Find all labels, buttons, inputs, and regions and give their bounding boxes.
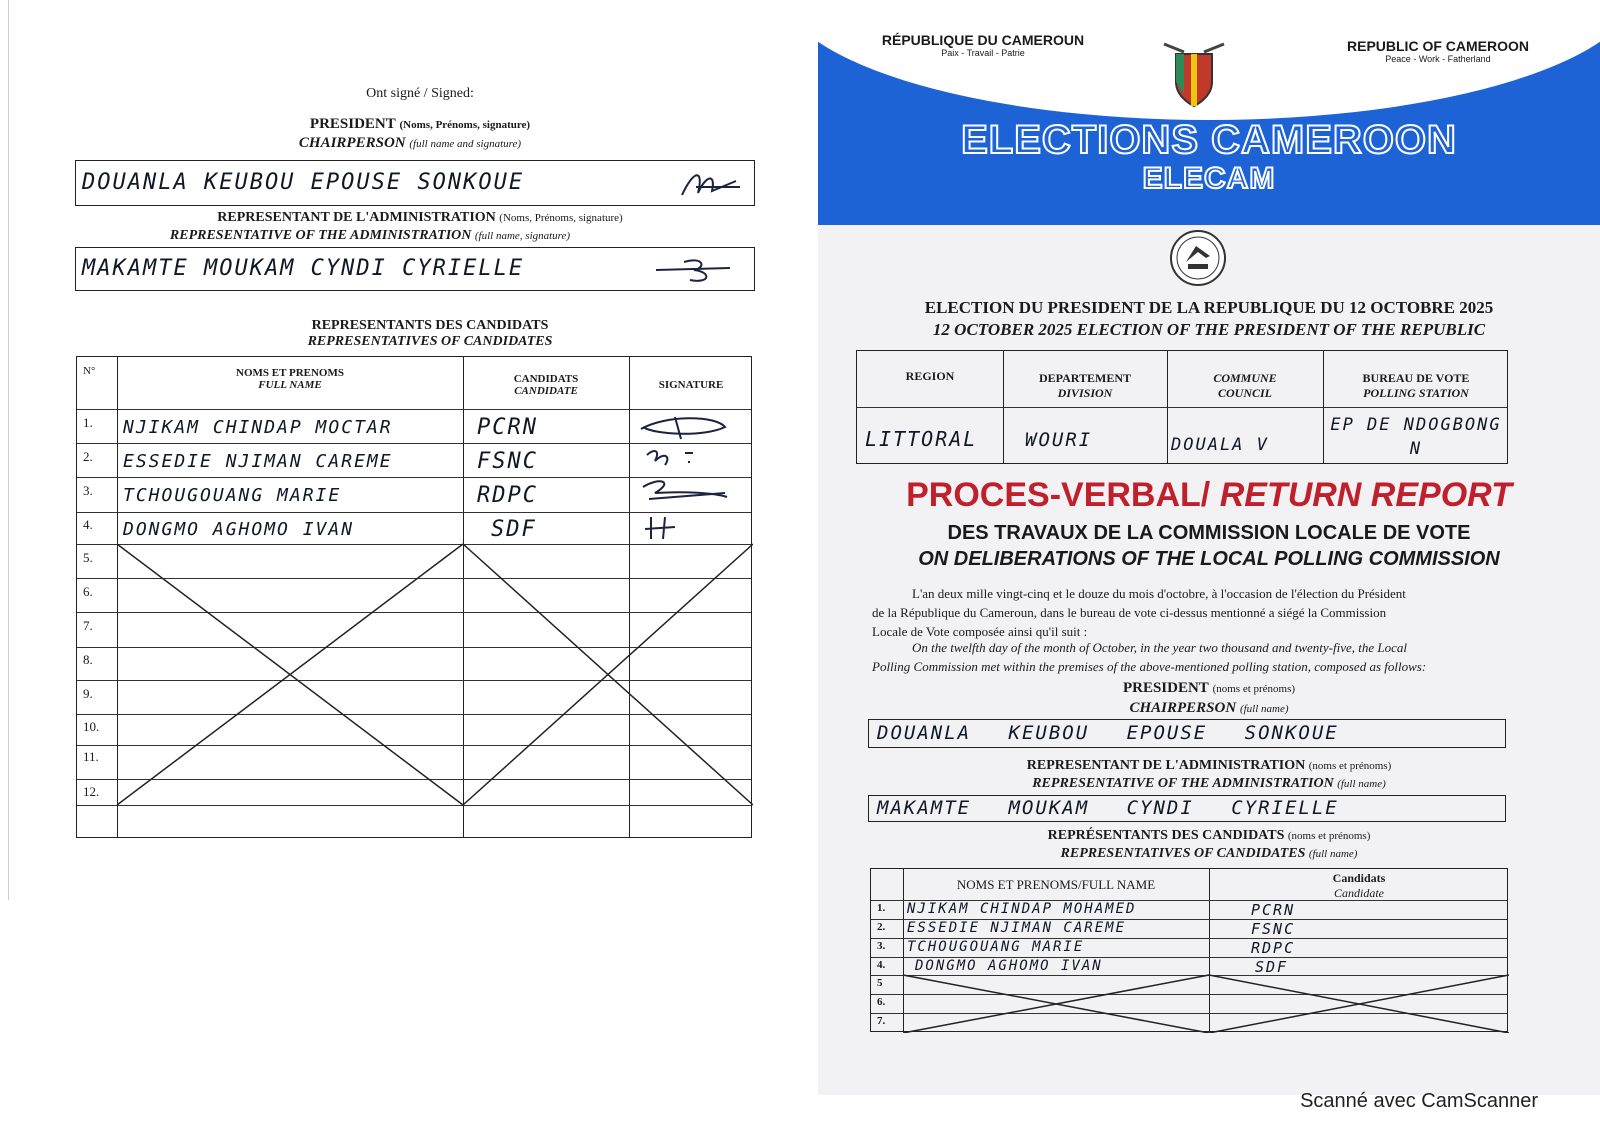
loc-header-division — [1003, 371, 1167, 401]
admin-field — [75, 247, 755, 291]
intro-en-line: On the twelfth day of the month of October, in the year two thousand and twenty-five, the Local — [912, 640, 1408, 655]
intro-fr-line: Locale de Vote composée ainsi qu'il suit : — [872, 624, 1088, 639]
cand-note-right-en: (full name) — [1308, 848, 1358, 860]
candidates-heading-fr: REPRESENTANTS DES CANDIDATS — [311, 318, 549, 333]
row-number: 11. — [83, 749, 99, 764]
president-field-right — [868, 719, 1506, 748]
intro-paragraph-fr — [872, 584, 1572, 641]
admin-note-right: (noms et prénoms) — [1308, 760, 1392, 772]
president-signature — [676, 165, 746, 203]
admin-field-right — [868, 795, 1506, 822]
cand-label-right-en: REPRESENTATIVES OF CANDIDATES — [1060, 846, 1306, 861]
row-number: 6. — [877, 996, 886, 1008]
candidates-heading-right — [818, 828, 1600, 844]
republic-fr-title: RÉPUBLIQUE DU CAMEROUN — [881, 32, 1085, 48]
intro-en-line: Polling Commission met within the premises of the above-mentioned polling station, composed as follows: — [872, 659, 1427, 674]
row-number: 10. — [83, 719, 100, 734]
admin-label-en: REPRESENTATIVE OF THE ADMINISTRATION — [169, 228, 472, 243]
row-number: 6. — [83, 584, 93, 599]
rep-candidate-right: SDF — [1255, 958, 1289, 976]
rep-candidate: SDF — [491, 517, 537, 542]
rep-candidate: FSNC — [477, 449, 538, 474]
chair-label-right: CHAIRPERSON — [1129, 700, 1237, 716]
president-note: (Noms, Prénoms, signature) — [399, 119, 531, 131]
admin-label-right-en: REPRESENTATIVE OF THE ADMINISTRATION — [1032, 776, 1334, 791]
candidate-representatives-table — [76, 356, 752, 838]
admin-label: REPRESENTANT DE L'ADMINISTRATION — [217, 210, 496, 225]
rep-name-right: ESSEDIE NJIMAN CAREME — [907, 920, 1127, 936]
coat-of-arms-emblem — [1154, 38, 1234, 110]
loc-region-value: LITTORAL — [865, 427, 978, 451]
col-name-header-right: NOMS ET PRENOMS/FULL NAME — [956, 877, 1156, 892]
admin-heading-right — [818, 758, 1600, 774]
col-signature-header: SIGNATURE — [658, 379, 724, 391]
rep-candidate-right: RDPC — [1251, 939, 1296, 957]
admin-name-right: MAKAMTE MOUKAM CYNDI CYRIELLE — [877, 797, 1339, 819]
report-subtitle-fr: DES TRAVAUX DE LA COMMISSION LOCALE DE VOTE — [947, 522, 1471, 544]
loc-polling-value: EP DE NDOGBONG N — [1330, 415, 1502, 459]
row-number: 3. — [83, 483, 93, 498]
report-title-fr: PROCES-VERBAL/ — [906, 476, 1211, 514]
col-candidate-en: CANDIDATE — [514, 385, 578, 397]
report-title — [818, 476, 1600, 515]
row-number: 7. — [83, 618, 93, 633]
republic-fr — [848, 32, 1118, 58]
rep-name-right: DONGMO AGHOMO IVAN — [915, 958, 1103, 974]
row-number: 1. — [83, 415, 93, 430]
loc-council-value: DOUALA V — [1171, 435, 1269, 455]
row-number: 2. — [83, 449, 93, 464]
president-name: DOUANLA KEUBOU EPOUSE SONKOUE — [82, 170, 525, 195]
loc-header-division-fr: DEPARTEMENT — [1038, 371, 1132, 385]
candidates-heading-right-en — [818, 846, 1600, 862]
intro-paragraph-en — [872, 638, 1572, 676]
report-subtitle-en: ON DELIBERATIONS OF THE LOCAL POLLING COMMISSION — [918, 548, 1500, 570]
candidates-heading — [220, 318, 640, 350]
loc-header-polling-fr: BUREAU DE VOTE — [1362, 371, 1470, 385]
president-heading-right — [818, 680, 1600, 697]
admin-note: (Noms, Prénoms, signature) — [499, 212, 623, 224]
col-candidate-fr: CANDIDATS — [513, 373, 579, 385]
admin-note-right-en: (full name) — [1337, 778, 1386, 790]
president-note-right: (noms et prénoms) — [1212, 683, 1296, 695]
row-number: 9. — [83, 686, 93, 701]
cancelled-rows-cross — [77, 357, 753, 839]
admin-signature — [654, 254, 734, 286]
col-name-fr: NOMS ET PRENOMS — [236, 367, 344, 379]
row-number: 12. — [83, 784, 100, 799]
republic-en — [1308, 38, 1568, 64]
location-table — [856, 350, 1508, 464]
president-name-right: DOUANLA KEUBOU EPOUSE SONKOUE — [877, 722, 1339, 744]
signed-heading: Ont signé / Signed: — [366, 86, 474, 101]
intro-fr-line: L'an deux mille vingt-cinq et le douze du mois d'octobre, à l'occasion de l'élection du Président — [912, 586, 1406, 601]
rep-candidate: PCRN — [477, 415, 538, 440]
cancelled-rows-cross-right — [871, 869, 1509, 1033]
loc-header-region: REGION — [905, 369, 955, 383]
election-title-fr: ELECTION DU PRESIDENT DE LA REPUBLIQUE DU 12 OCTOBRE 2025 — [924, 298, 1494, 317]
elecam-seal-icon — [1168, 228, 1228, 288]
admin-heading-en — [110, 228, 630, 244]
admin-label-right: REPRESENTANT DE L'ADMINISTRATION — [1026, 758, 1306, 773]
loc-header-council-en: COUNCIL — [1217, 386, 1272, 400]
camscanner-watermark: Scanné avec CamScanner — [1300, 1090, 1538, 1112]
admin-name: MAKAMTE MOUKAM CYNDI CYRIELLE — [82, 256, 525, 281]
rep-name-right: NJIKAM CHINDAP MOHAMED — [907, 901, 1137, 917]
rep-name-right: TCHOUGOUANG MARIE — [907, 939, 1085, 955]
elections-cameroon-title: ELECTIONS CAMEROON — [961, 118, 1457, 162]
motto-en: Peace - Work - Fatherland — [1385, 54, 1491, 64]
president-field — [75, 160, 755, 206]
col-cand-fr: Candidats — [1332, 871, 1386, 885]
rep-name: NJIKAM CHINDAP MOCTAR — [123, 417, 393, 438]
row-number: 2. — [877, 921, 886, 933]
chairperson-label: CHAIRPERSON — [298, 135, 406, 151]
elecam-title: ELECAM — [1142, 162, 1276, 195]
row-number: 4. — [877, 959, 886, 971]
rep-candidate-right: PCRN — [1251, 901, 1296, 919]
loc-division-value: WOURI — [1025, 429, 1093, 451]
rep-candidate-right: FSNC — [1251, 920, 1296, 938]
rep-name: DONGMO AGHOMO IVAN — [123, 519, 355, 540]
loc-header-polling-en: POLLING STATION — [1363, 386, 1469, 400]
president-heading — [150, 116, 690, 133]
rep-name: TCHOUGOUANG MARIE — [123, 485, 342, 506]
cand-note-right: (noms et prénoms) — [1287, 830, 1371, 842]
row-number: 5 — [877, 977, 883, 989]
loc-header-council-fr: COMMUNE — [1213, 371, 1277, 385]
row-number: 7. — [877, 1015, 886, 1027]
admin-heading — [160, 210, 680, 226]
row-number: 4. — [83, 517, 93, 532]
cand-label-right: REPRÉSENTANTS DES CANDIDATS — [1047, 828, 1285, 843]
page-edge-line — [8, 0, 9, 900]
chair-note-right: (full name) — [1239, 703, 1289, 715]
row-number: 3. — [877, 940, 886, 952]
row-number: 8. — [83, 652, 93, 667]
loc-header-council — [1167, 371, 1323, 401]
election-title-en: 12 OCTOBER 2025 ELECTION OF THE PRESIDENT OF THE REPUBLIC — [932, 320, 1486, 339]
loc-header-polling-station — [1323, 371, 1509, 401]
rep-name: ESSEDIE NJIMAN CAREME — [123, 451, 393, 472]
president-label: PRESIDENT — [309, 116, 396, 132]
president-label-right: PRESIDENT — [1122, 680, 1209, 696]
chairperson-heading — [150, 135, 670, 152]
candidates-heading-en: REPRESENTATIVES OF CANDIDATES — [307, 334, 553, 349]
candidate-table-right — [870, 868, 1508, 1032]
loc-header-division-en: DIVISION — [1057, 386, 1113, 400]
chairperson-note: (full name and signature) — [409, 138, 522, 150]
republic-en-title: REPUBLIC OF CAMEROON — [1347, 38, 1529, 54]
motto-fr: Paix - Travail - Patrie — [941, 48, 1025, 58]
intro-fr-line: de la République du Cameroun, dans le bureau de vote ci-dessus mentionné a siégé la Commission — [872, 605, 1387, 620]
col-name-en: FULL NAME — [258, 379, 322, 391]
col-cand-en: Candidate — [1334, 886, 1384, 900]
admin-heading-right-en — [818, 776, 1600, 792]
admin-note-en: (full name, signature) — [474, 230, 571, 242]
row-number: 1. — [877, 902, 886, 914]
rep-candidate: RDPC — [477, 483, 538, 508]
report-title-en: RETURN REPORT — [1210, 476, 1512, 514]
col-no-header: N° — [83, 365, 96, 377]
row-number: 5. — [83, 550, 93, 565]
right-page — [818, 0, 1600, 1095]
chairperson-heading-right — [818, 700, 1600, 717]
